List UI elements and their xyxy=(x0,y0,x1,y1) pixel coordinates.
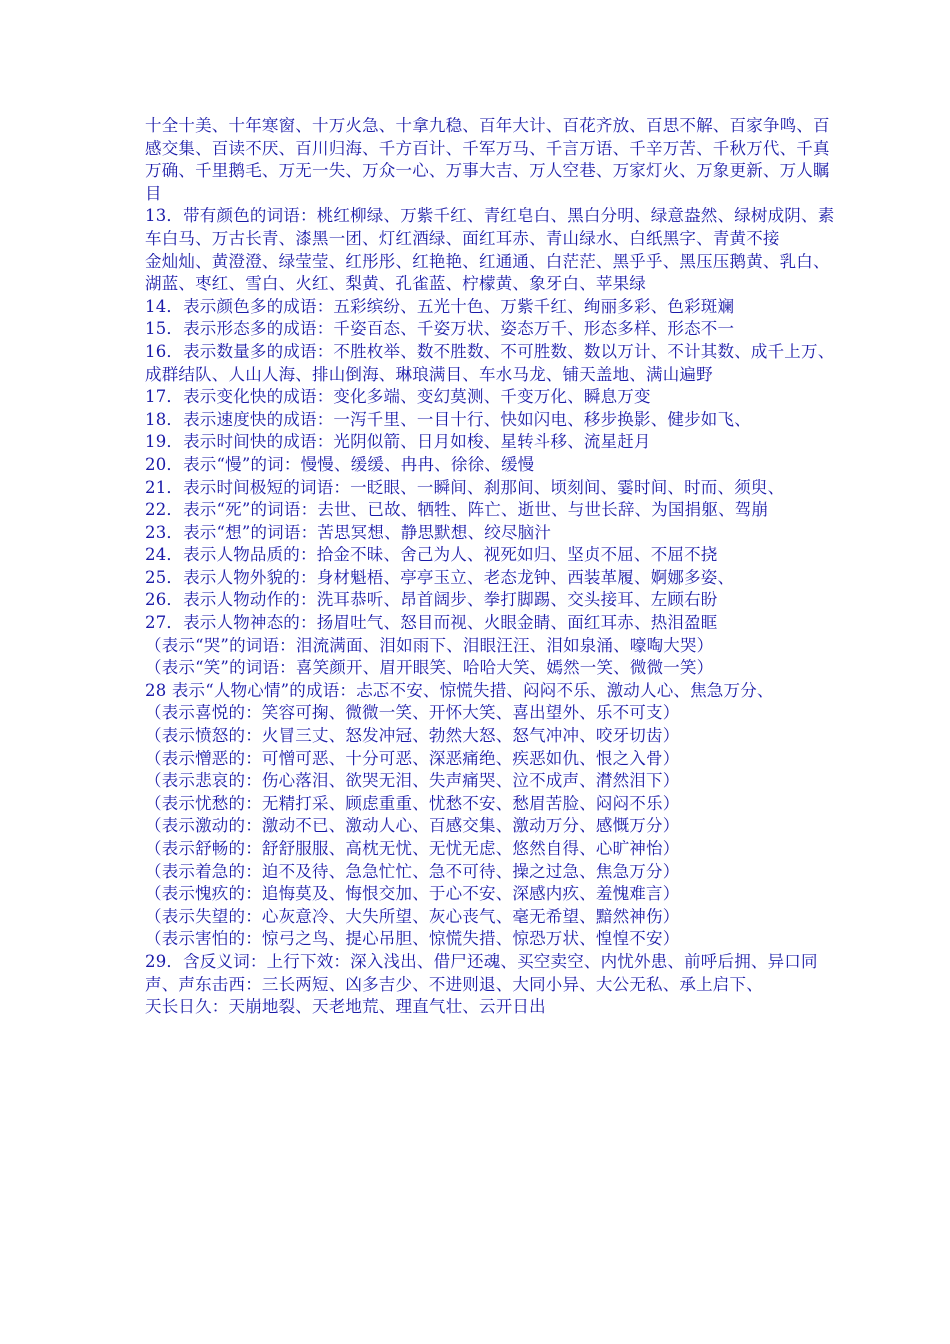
paragraph-17-fast-change: 17．表示变化快的成语：变化多端、变幻莫测、千变万化、瞬息万变 xyxy=(145,387,651,407)
paragraph-antonyms-continued: 天长日久：天崩地裂、天老地荒、理直气壮、云开日出 xyxy=(145,997,546,1017)
paragraph-21-short-time: 21．表示时间极短的词语：一眨眼、一瞬间、刹那间、顷刻间、霎时间、时而、须臾、 xyxy=(145,477,785,497)
paragraph-hatred: （表示憎恶的：可憎可恶、十分可恶、深恶痛绝、疾恶如仇、恨之入骨） xyxy=(145,748,680,768)
paragraph-comfort: （表示舒畅的：舒舒服服、高枕无忧、无忧无虑、悠然自得、心旷神怡） xyxy=(145,839,680,858)
paragraph-idioms-numbers: 十全十美、十年寒窗、十万火急、十拿九稳、百年大计、百花齐放、百思不解、百家争鸣、百感交集、百读不厌、百川归海、千方百计、千军万马、千言万语、千辛万苦、千秋万代、千真万确、千里鹅毛、万无一失、万众一心、万事大吉、万人空巷、万家灯火、万象更新、万人瞩目 xyxy=(145,116,830,203)
paragraph-24-character: 24．表示人物品质的：拾金不昧、舍己为人、视死如归、坚贞不屈、不屈不挠 xyxy=(145,545,718,565)
paragraph-23-thinking: 23．表示“想”的词语：苦思冥想、静思默想、绞尽脑汁 xyxy=(145,522,552,542)
paragraph-13-color-words: 13．带有颜色的词语：桃红柳绿、万紫千红、青红皂白、黑白分明、绿意盎然、绿树成阴、素车白马、万古长青、漆黑一团、灯红酒绿、面红耳赤、青山绿水、白纸黑字、青黄不接 xyxy=(145,206,835,248)
paragraph-27-expressions: 27．表示人物神态的：扬眉吐气、怒目而视、火眼金睛、面红耳赤、热泪盈眶 xyxy=(145,613,718,633)
paragraph-fear: （表示害怕的：惊弓之鸟、提心吊胆、惊慌失措、惊恐万状、惶惶不安） xyxy=(145,929,680,949)
paragraph-15-many-forms: 15．表示形态多的成语：千姿百态、千姿万状、姿态万千、形态多样、形态不一 xyxy=(145,319,735,339)
paragraph-22-death: 22．表示“死”的词语：去世、已故、牺牲、阵亡、逝世、与世长辞、为国捐躯、驾崩 xyxy=(145,500,769,520)
paragraph-28-moods: 28 表示“人物心情”的成语：忐忑不安、惊慌失措、闷闷不乐、激动人心、焦急万分、 xyxy=(145,680,774,700)
paragraph-sorrow: （表示悲哀的：伤心落泪、欲哭无泪、失声痛哭、泣不成声、潸然泪下） xyxy=(145,771,680,791)
paragraph-anger: （表示愤怒的：火冒三丈、怒发冲冠、勃然大怒、怒气冲冲、咬牙切齿） xyxy=(145,726,680,746)
paragraph-25-appearance: 25．表示人物外貌的：身材魁梧、亭亭玉立、老态龙钟、西装革履、婀娜多姿、 xyxy=(145,567,735,587)
paragraph-excitement: （表示激动的：激动不已、激动人心、百感交集、激动万分、感慨万分） xyxy=(145,816,680,836)
paragraph-guilt: （表示愧疚的：追悔莫及、悔恨交加、于心不安、深感内疚、羞愧难言） xyxy=(145,884,680,904)
paragraph-18-fast-speed: 18．表示速度快的成语：一泻千里、一目十行、快如闪电、移步换影、健步如飞、 xyxy=(145,409,751,429)
paragraph-worry: （表示忧愁的：无精打采、顾虑重重、忧愁不安、愁眉苦脸、闷闷不乐） xyxy=(145,793,680,813)
paragraph-laughing: （表示“笑”的词语：喜笑颜开、眉开眼笑、哈哈大笑、嫣然一笑、微微一笑） xyxy=(145,658,714,678)
paragraph-19-fast-time: 19．表示时间快的成语：光阴似箭、日月如梭、星转斗移、流星赶月 xyxy=(145,432,651,452)
paragraph-16-large-quantity: 16．表示数量多的成语：不胜枚举、数不胜数、不可胜数、数以万计、不计其数、成千上万、成群结队、人山人海、排山倒海、琳琅满目、车水马龙、铺天盖地、满山遍野 xyxy=(145,341,835,384)
paragraph-anxiety: （表示着急的：迫不及待、急急忙忙、急不可待、操之过急、焦急万分） xyxy=(145,861,680,881)
paragraph-color-adjectives: 金灿灿、黄澄澄、绿莹莹、红彤彤、红艳艳、红通通、白茫茫、黑乎乎、黑压压鹅黄、乳白、湖蓝、枣红、雪白、火红、梨黄、孔雀蓝、柠檬黄、象牙白、苹果绿 xyxy=(145,251,830,294)
document-body xyxy=(145,115,845,1019)
paragraph-20-slow: 20．表示“慢”的词：慢慢、缓缓、冉冉、徐徐、缓慢 xyxy=(145,454,535,474)
paragraph-14-many-colors: 14．表示颜色多的成语：五彩缤纷、五光十色、万紫千红、绚丽多彩、色彩斑斓 xyxy=(145,296,735,316)
paragraph-29-antonyms: 29．含反义词：上行下效：深入浅出、借尸还魂、买空卖空、内忧外患、前呼后拥、异口同声、声东击西：三长两短、凶多吉少、不进则退、大同小异、大公无私、承上启下、 xyxy=(145,951,818,994)
paragraph-crying: （表示“哭”的词语：泪流满面、泪如雨下、泪眼汪汪、泪如泉涌、嚎啕大哭） xyxy=(145,635,714,655)
paragraph-joy: （表示喜悦的：笑容可掬、微微一笑、开怀大笑、喜出望外、乐不可支） xyxy=(145,703,680,723)
paragraph-26-actions: 26．表示人物动作的：洗耳恭听、昂首阔步、拳打脚踢、交头接耳、左顾右盼 xyxy=(145,590,718,610)
paragraph-disappointment: （表示失望的：心灰意冷、大失所望、灰心丧气、毫无希望、黯然神伤） xyxy=(145,906,680,926)
